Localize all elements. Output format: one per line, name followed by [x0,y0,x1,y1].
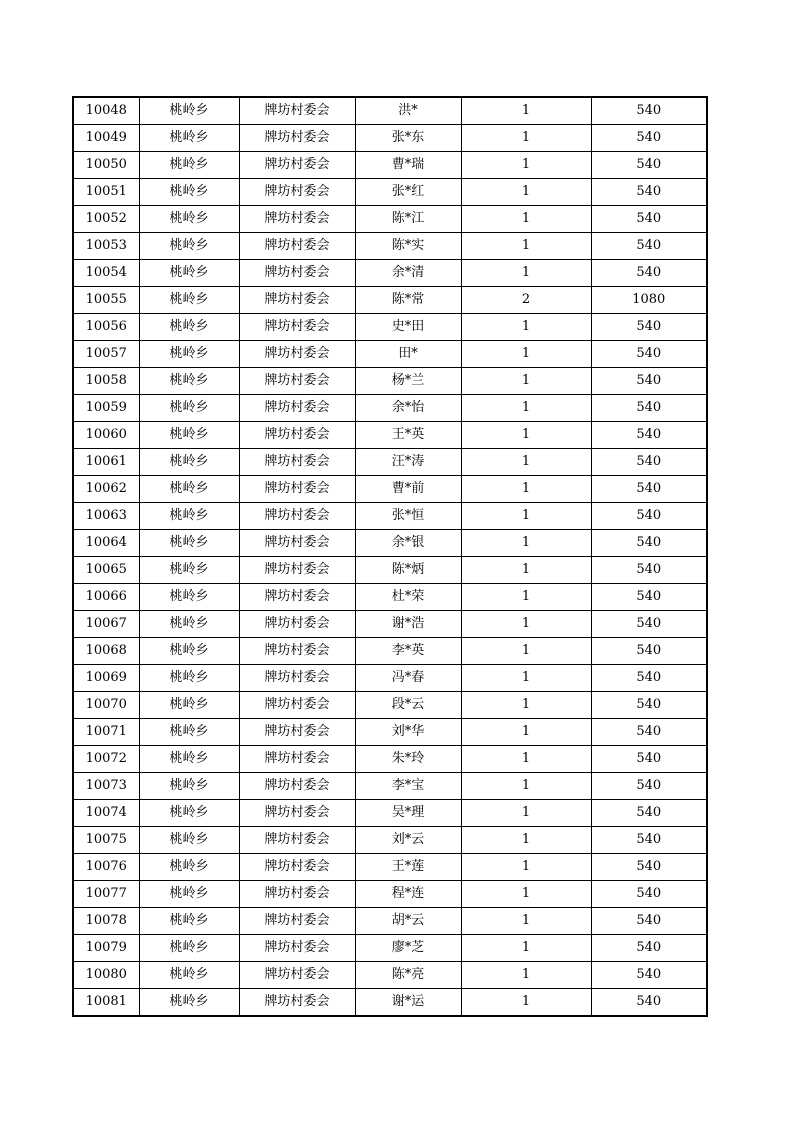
table-row [73,233,707,260]
township-cell: 桃岭乡 [139,179,239,206]
township-cell: 桃岭乡 [139,665,239,692]
record-id-cell: 10071 [73,719,139,746]
count-cell: 1 [461,692,591,719]
count-cell: 1 [461,368,591,395]
name-cell: 余*清 [355,260,461,287]
township-cell: 桃岭乡 [139,611,239,638]
amount-cell: 540 [591,179,707,206]
table-row [73,449,707,476]
amount-cell: 540 [591,368,707,395]
table-row [73,692,707,719]
record-id-cell: 10053 [73,233,139,260]
count-cell: 1 [461,989,591,1017]
township-cell: 桃岭乡 [139,449,239,476]
amount-cell: 540 [591,260,707,287]
village-committee-cell: 牌坊村委会 [239,746,355,773]
table-row [73,800,707,827]
township-cell: 桃岭乡 [139,908,239,935]
amount-cell: 540 [591,800,707,827]
count-cell: 1 [461,152,591,179]
record-id-cell: 10052 [73,206,139,233]
roster-table-body [73,97,707,1016]
table-row [73,827,707,854]
table-row [73,368,707,395]
township-cell: 桃岭乡 [139,584,239,611]
amount-cell: 1080 [591,287,707,314]
count-cell: 1 [461,503,591,530]
township-cell: 桃岭乡 [139,557,239,584]
table-row [73,341,707,368]
record-id-cell: 10050 [73,152,139,179]
table-row [73,179,707,206]
table-row [73,206,707,233]
table-row [73,881,707,908]
record-id-cell: 10075 [73,827,139,854]
village-committee-cell: 牌坊村委会 [239,422,355,449]
village-committee-cell: 牌坊村委会 [239,287,355,314]
record-id-cell: 10073 [73,773,139,800]
township-cell: 桃岭乡 [139,692,239,719]
count-cell: 1 [461,935,591,962]
record-id-cell: 10068 [73,638,139,665]
name-cell: 程*连 [355,881,461,908]
count-cell: 1 [461,665,591,692]
name-cell: 张*恒 [355,503,461,530]
township-cell: 桃岭乡 [139,125,239,152]
name-cell: 汪*涛 [355,449,461,476]
amount-cell: 540 [591,773,707,800]
township-cell: 桃岭乡 [139,719,239,746]
amount-cell: 540 [591,611,707,638]
name-cell: 陈*亮 [355,962,461,989]
count-cell: 1 [461,584,591,611]
name-cell: 余*怡 [355,395,461,422]
table-row [73,503,707,530]
village-committee-cell: 牌坊村委会 [239,935,355,962]
name-cell: 洪* [355,97,461,125]
count-cell: 1 [461,557,591,584]
table-row [73,719,707,746]
amount-cell: 540 [591,854,707,881]
village-committee-cell: 牌坊村委会 [239,206,355,233]
name-cell: 胡*云 [355,908,461,935]
count-cell: 1 [461,422,591,449]
village-committee-cell: 牌坊村委会 [239,800,355,827]
village-committee-cell: 牌坊村委会 [239,665,355,692]
name-cell: 李*宝 [355,773,461,800]
village-committee-cell: 牌坊村委会 [239,719,355,746]
record-id-cell: 10069 [73,665,139,692]
township-cell: 桃岭乡 [139,638,239,665]
count-cell: 1 [461,476,591,503]
table-row [73,773,707,800]
table-row [73,97,707,125]
amount-cell: 540 [591,665,707,692]
name-cell: 杨*兰 [355,368,461,395]
amount-cell: 540 [591,476,707,503]
village-committee-cell: 牌坊村委会 [239,97,355,125]
roster-table [72,96,708,1017]
record-id-cell: 10076 [73,854,139,881]
amount-cell: 540 [591,557,707,584]
count-cell: 1 [461,773,591,800]
township-cell: 桃岭乡 [139,746,239,773]
record-id-cell: 10074 [73,800,139,827]
village-committee-cell: 牌坊村委会 [239,179,355,206]
count-cell: 1 [461,206,591,233]
record-id-cell: 10057 [73,341,139,368]
table-row [73,314,707,341]
record-id-cell: 10065 [73,557,139,584]
name-cell: 吴*理 [355,800,461,827]
township-cell: 桃岭乡 [139,97,239,125]
village-committee-cell: 牌坊村委会 [239,611,355,638]
record-id-cell: 10055 [73,287,139,314]
record-id-cell: 10070 [73,692,139,719]
township-cell: 桃岭乡 [139,341,239,368]
township-cell: 桃岭乡 [139,935,239,962]
name-cell: 陈*常 [355,287,461,314]
count-cell: 1 [461,962,591,989]
record-id-cell: 10048 [73,97,139,125]
township-cell: 桃岭乡 [139,152,239,179]
table-row [73,935,707,962]
table-row [73,287,707,314]
count-cell: 1 [461,719,591,746]
village-committee-cell: 牌坊村委会 [239,260,355,287]
township-cell: 桃岭乡 [139,395,239,422]
village-committee-cell: 牌坊村委会 [239,341,355,368]
name-cell: 曹*前 [355,476,461,503]
table-row [73,962,707,989]
count-cell: 1 [461,449,591,476]
township-cell: 桃岭乡 [139,827,239,854]
amount-cell: 540 [591,97,707,125]
record-id-cell: 10067 [73,611,139,638]
amount-cell: 540 [591,233,707,260]
record-id-cell: 10051 [73,179,139,206]
amount-cell: 540 [591,584,707,611]
village-committee-cell: 牌坊村委会 [239,395,355,422]
name-cell: 谢*浩 [355,611,461,638]
village-committee-cell: 牌坊村委会 [239,368,355,395]
count-cell: 1 [461,97,591,125]
name-cell: 曹*瑞 [355,152,461,179]
record-id-cell: 10056 [73,314,139,341]
table-row [73,989,707,1017]
name-cell: 王*英 [355,422,461,449]
township-cell: 桃岭乡 [139,314,239,341]
record-id-cell: 10063 [73,503,139,530]
count-cell: 1 [461,800,591,827]
table-row [73,557,707,584]
township-cell: 桃岭乡 [139,530,239,557]
name-cell: 廖*芝 [355,935,461,962]
count-cell: 1 [461,395,591,422]
record-id-cell: 10059 [73,395,139,422]
amount-cell: 540 [591,638,707,665]
name-cell: 刘*华 [355,719,461,746]
township-cell: 桃岭乡 [139,476,239,503]
township-cell: 桃岭乡 [139,368,239,395]
village-committee-cell: 牌坊村委会 [239,152,355,179]
name-cell: 田* [355,341,461,368]
amount-cell: 540 [591,719,707,746]
name-cell: 李*英 [355,638,461,665]
table-row [73,665,707,692]
count-cell: 1 [461,827,591,854]
table-row [73,908,707,935]
amount-cell: 540 [591,746,707,773]
amount-cell: 540 [591,989,707,1017]
township-cell: 桃岭乡 [139,773,239,800]
amount-cell: 540 [591,422,707,449]
village-committee-cell: 牌坊村委会 [239,827,355,854]
amount-cell: 540 [591,692,707,719]
village-committee-cell: 牌坊村委会 [239,476,355,503]
name-cell: 朱*玲 [355,746,461,773]
record-id-cell: 10072 [73,746,139,773]
name-cell: 张*红 [355,179,461,206]
village-committee-cell: 牌坊村委会 [239,584,355,611]
record-id-cell: 10054 [73,260,139,287]
name-cell: 陈*江 [355,206,461,233]
table-row [73,422,707,449]
count-cell: 1 [461,611,591,638]
record-id-cell: 10079 [73,935,139,962]
amount-cell: 540 [591,935,707,962]
table-row [73,611,707,638]
table-row [73,530,707,557]
table-row [73,260,707,287]
table-row [73,638,707,665]
amount-cell: 540 [591,395,707,422]
amount-cell: 540 [591,962,707,989]
village-committee-cell: 牌坊村委会 [239,773,355,800]
count-cell: 1 [461,179,591,206]
record-id-cell: 10061 [73,449,139,476]
name-cell: 张*东 [355,125,461,152]
amount-cell: 540 [591,449,707,476]
amount-cell: 540 [591,827,707,854]
village-committee-cell: 牌坊村委会 [239,989,355,1017]
township-cell: 桃岭乡 [139,287,239,314]
count-cell: 1 [461,530,591,557]
count-cell: 1 [461,125,591,152]
table-row [73,152,707,179]
township-cell: 桃岭乡 [139,503,239,530]
name-cell: 王*莲 [355,854,461,881]
count-cell: 1 [461,260,591,287]
table-row [73,584,707,611]
record-id-cell: 10062 [73,476,139,503]
record-id-cell: 10064 [73,530,139,557]
amount-cell: 540 [591,908,707,935]
amount-cell: 540 [591,152,707,179]
amount-cell: 540 [591,503,707,530]
township-cell: 桃岭乡 [139,962,239,989]
township-cell: 桃岭乡 [139,881,239,908]
record-id-cell: 10058 [73,368,139,395]
township-cell: 桃岭乡 [139,854,239,881]
township-cell: 桃岭乡 [139,989,239,1017]
name-cell: 余*银 [355,530,461,557]
table-row [73,395,707,422]
township-cell: 桃岭乡 [139,206,239,233]
count-cell: 1 [461,854,591,881]
village-committee-cell: 牌坊村委会 [239,314,355,341]
record-id-cell: 10066 [73,584,139,611]
count-cell: 1 [461,314,591,341]
amount-cell: 540 [591,125,707,152]
name-cell: 刘*云 [355,827,461,854]
name-cell: 冯*春 [355,665,461,692]
village-committee-cell: 牌坊村委会 [239,692,355,719]
count-cell: 2 [461,287,591,314]
amount-cell: 540 [591,530,707,557]
amount-cell: 540 [591,206,707,233]
township-cell: 桃岭乡 [139,800,239,827]
village-committee-cell: 牌坊村委会 [239,125,355,152]
table-row [73,125,707,152]
count-cell: 1 [461,746,591,773]
village-committee-cell: 牌坊村委会 [239,638,355,665]
township-cell: 桃岭乡 [139,233,239,260]
village-committee-cell: 牌坊村委会 [239,962,355,989]
name-cell: 杜*荣 [355,584,461,611]
count-cell: 1 [461,341,591,368]
table-row [73,476,707,503]
name-cell: 陈*实 [355,233,461,260]
village-committee-cell: 牌坊村委会 [239,854,355,881]
record-id-cell: 10077 [73,881,139,908]
name-cell: 陈*炳 [355,557,461,584]
township-cell: 桃岭乡 [139,422,239,449]
count-cell: 1 [461,908,591,935]
count-cell: 1 [461,881,591,908]
count-cell: 1 [461,233,591,260]
name-cell: 史*田 [355,314,461,341]
record-id-cell: 10049 [73,125,139,152]
village-committee-cell: 牌坊村委会 [239,557,355,584]
amount-cell: 540 [591,314,707,341]
village-committee-cell: 牌坊村委会 [239,233,355,260]
village-committee-cell: 牌坊村委会 [239,881,355,908]
township-cell: 桃岭乡 [139,260,239,287]
count-cell: 1 [461,638,591,665]
table-row [73,746,707,773]
name-cell: 段*云 [355,692,461,719]
amount-cell: 540 [591,341,707,368]
record-id-cell: 10060 [73,422,139,449]
village-committee-cell: 牌坊村委会 [239,449,355,476]
village-committee-cell: 牌坊村委会 [239,908,355,935]
village-committee-cell: 牌坊村委会 [239,503,355,530]
record-id-cell: 10078 [73,908,139,935]
name-cell: 谢*运 [355,989,461,1017]
record-id-cell: 10080 [73,962,139,989]
amount-cell: 540 [591,881,707,908]
record-id-cell: 10081 [73,989,139,1017]
table-row [73,854,707,881]
village-committee-cell: 牌坊村委会 [239,530,355,557]
